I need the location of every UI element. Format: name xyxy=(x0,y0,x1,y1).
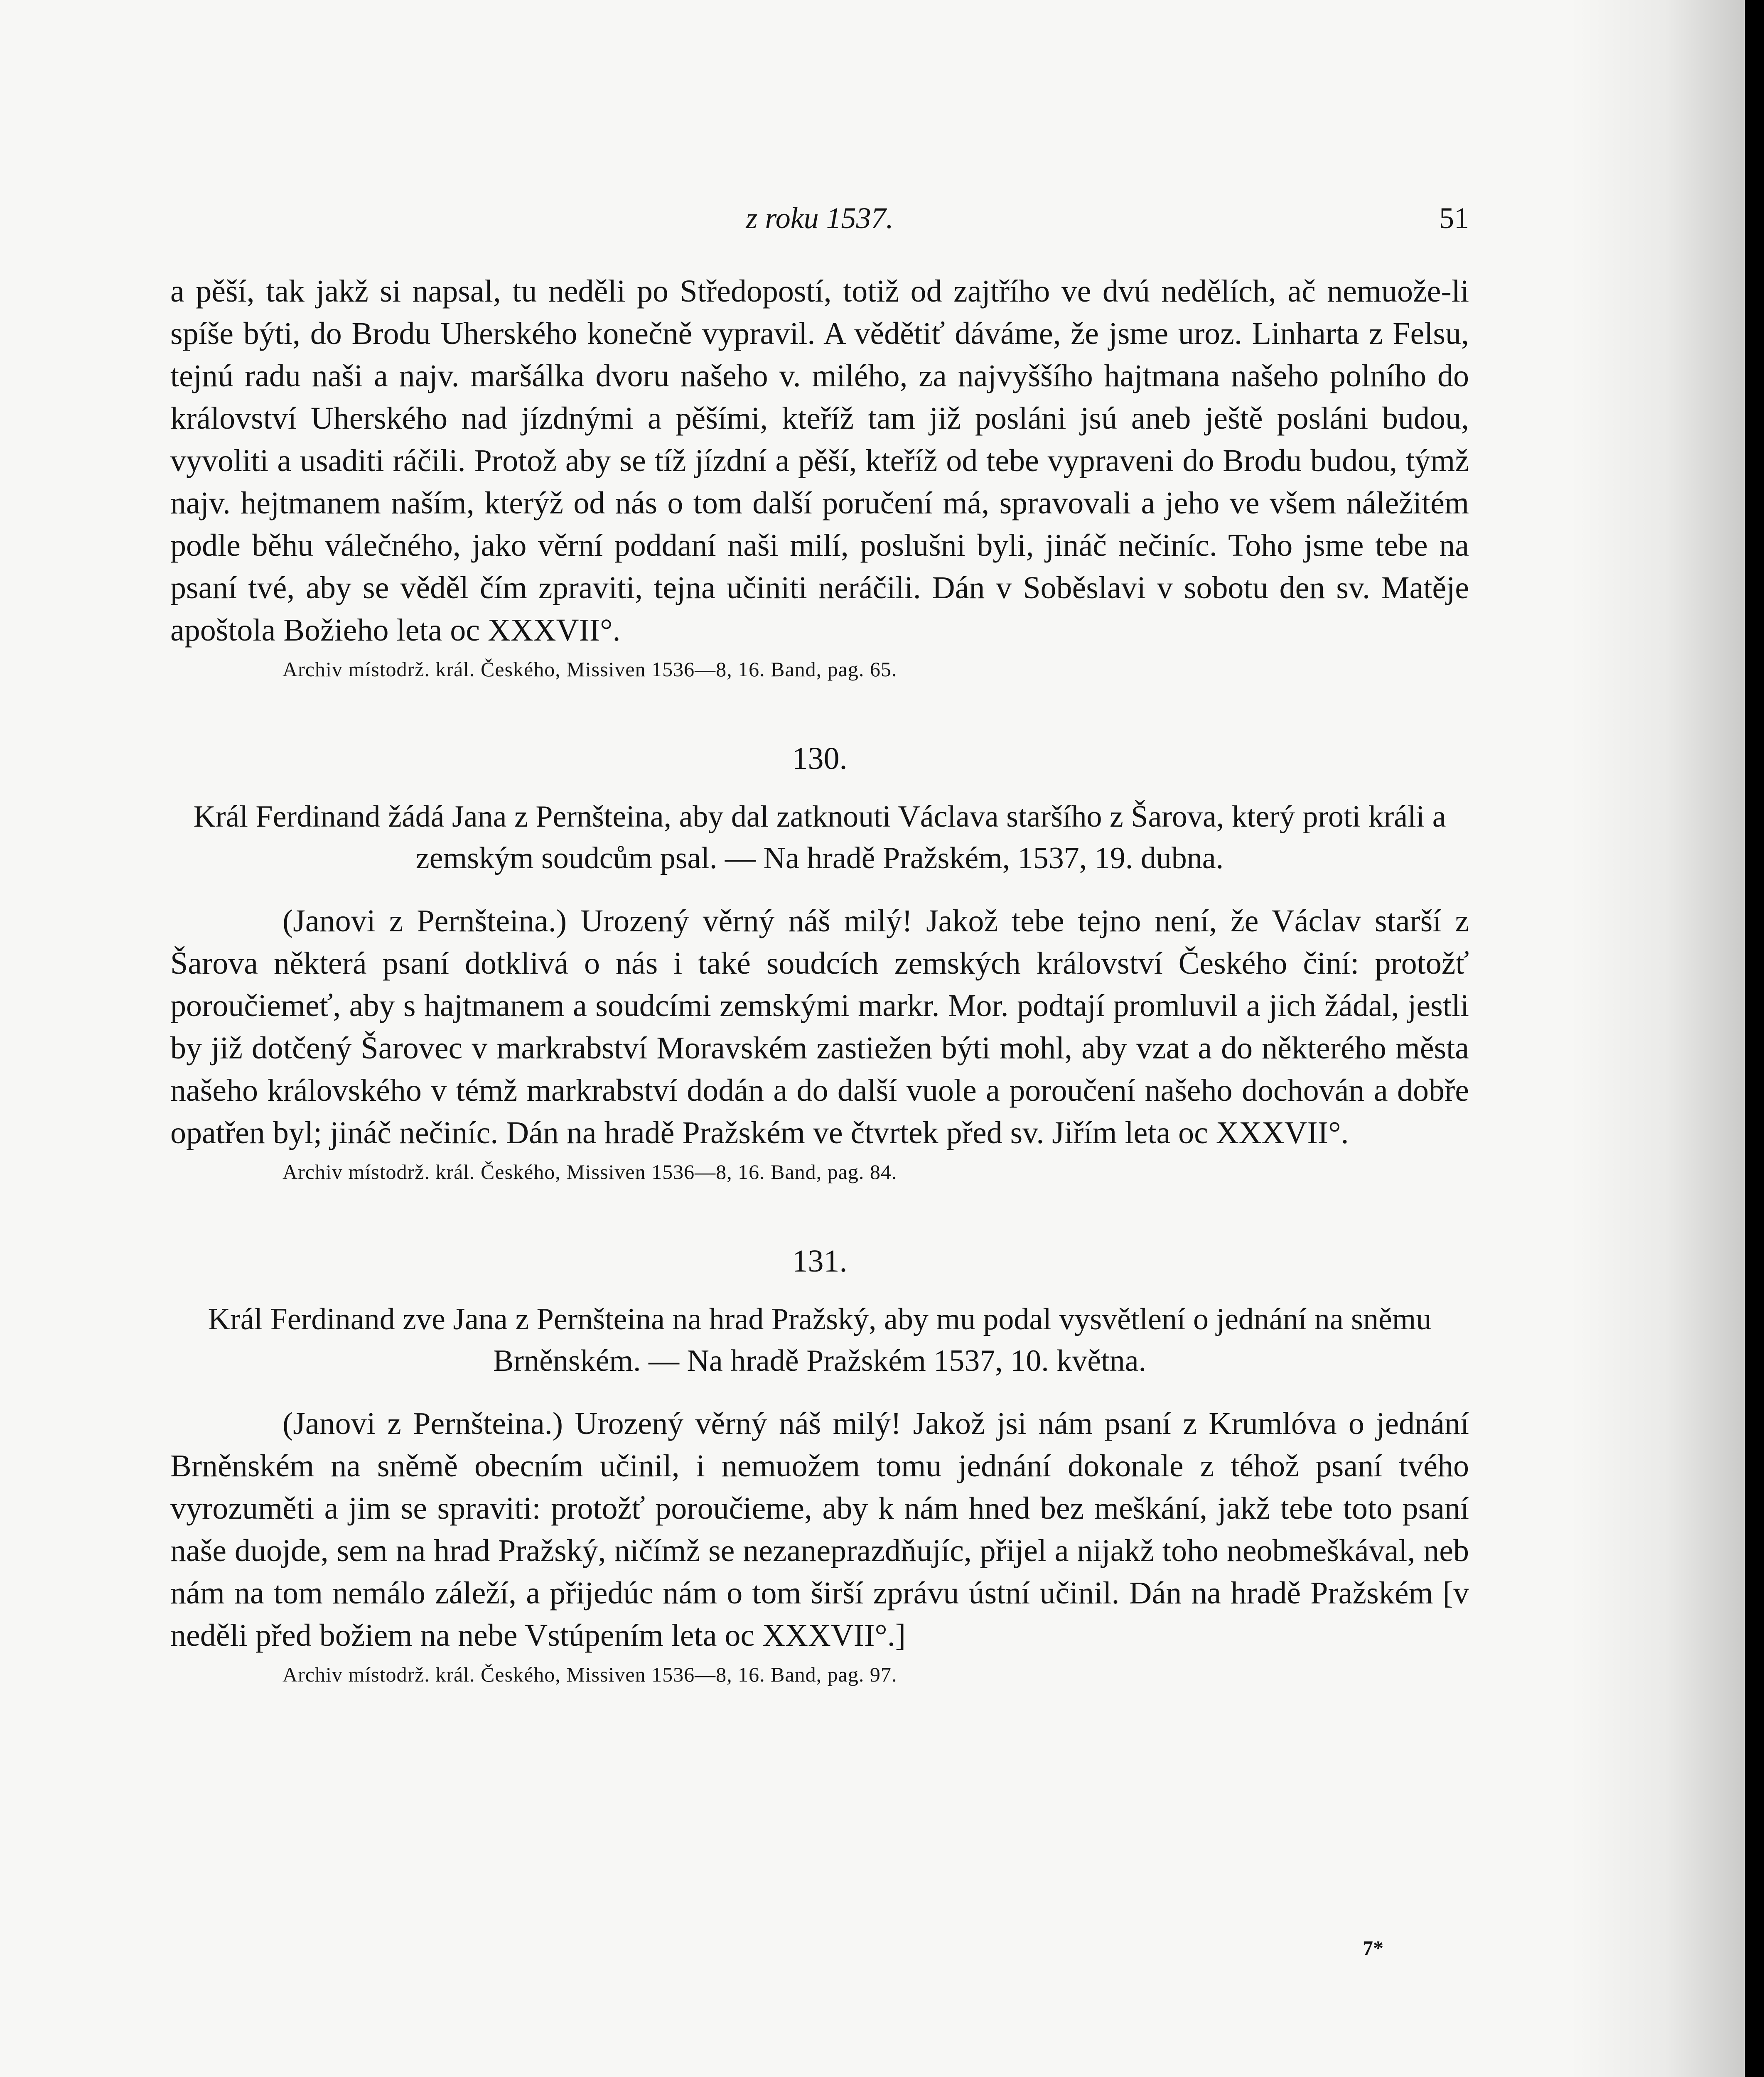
running-title: z roku 1537. xyxy=(746,201,894,235)
document-text-130: (Janovi z Pernšteina.) Urozený věrný náš milý! Jakož tebe tejno není, že Václav starší z Šarova některá psaní dotklivá o nás i také soudcích zemských království Českého činí: protožť poroučiemeť, aby s hajtmanem a soudcími zemskými markr. Mor. podtají promluvil a jich žádal, jestli by již dotčený Šarovec v markrabství Moravském zastiežen býti mohl, aby vzat a do některého města našeho královského v témž markrabství dodán a do další vuole a poroučení našeho dochován a dobře opatřen byl; jináč nečiníc. Dán na hradě Pražském ve čtvrtek před sv. Jiřím leta oc XXXVII°. xyxy=(170,903,1469,1150)
archive-source-note-130: Archiv místodrž. král. Českého, Missiven 1536—8, 16. Band, pag. 84. xyxy=(283,1160,897,1183)
document-summary-131: Král Ferdinand zve Jana z Pernšteina na hrad Pražský, aby mu podal vysvětlení o jednání na sněmu Brněnském. — Na hradě Pražském 1537, 10. května. xyxy=(208,1302,1432,1378)
document-text-131: (Janovi z Pernšteina.) Urozený věrný náš milý! Jakož jsi nám psaní z Krumlóva o jednání Brněnském na sněmě obecním učinil, i nemuožem tomu jednání dokonale z téhož psaní tvého vyrozuměti a jim se spraviti: protožť poroučieme, aby k nám hned bez meškání, jakž tebe toto psaní naše duojde, sem na hrad Pražský, ničímž se nezaneprazdňujíc, přijel a nijakž toho neobmeškával, neb nám na tom nemálo záleží, a přijedúc nám o tom širší zprávu ústní učinil. Dán na hradě Pražském [v neděli před božiem na nebe Vstúpením leta oc XXXVII°.] xyxy=(170,1406,1469,1653)
document-number-131: 131. xyxy=(792,1244,848,1279)
continued-letter-text: a pěší, tak jakž si napsal, tu neděli po Středopostí, totiž od zajtřího ve dvú nedělích, ač nemuože-li spíše býti, do Brodu Uherského konečně vypravil. A vědětiť dáváme, že jsme uroz. Linharta z Felsu, tejnú radu naši a najv. maršálka dvoru našeho v. milého, za najvyššího hajtmana našeho polního do království Uherského nad jízdnými a pěšími, kteříž tam již posláni jsú aneb ještě posláni budou, vyvoliti a usaditi ráčili. Protož aby se tíž jízdní a pěší, kteříž od tebe vypraveni do Brodu budou, týmž najv. hejtmanem naším, kterýž od nás o tom další poručení má, spravovali a jeho ve všem náležitém podle běhu válečného, jako věrní poddaní naši milí, poslušni byli, jináč nečiníc. Toho jsme tebe na psaní tvé, aby se věděl čím zpraviti, tejna učiniti neráčili. Dán v Soběslavi v sobotu den sv. Matěje apoštola Božieho leta oc XXXVII°. xyxy=(170,274,1469,648)
running-head xyxy=(170,195,1469,241)
signature-mark: 7* xyxy=(1363,1936,1383,1959)
page-content xyxy=(170,195,1469,1689)
document-number-130: 130. xyxy=(792,741,848,776)
page-edge-shadow xyxy=(1570,0,1745,2077)
archive-source-note-131: Archiv místodrž. král. Českého, Missiven 1536—8, 16. Band, pag. 97. xyxy=(283,1663,897,1686)
document-summary-130: Král Ferdinand žádá Jana z Pernšteina, aby dal zatknouti Václava staršího z Šarova, který proti králi a zemským soudcům psal. — Na hradě Pražském, 1537, 19. dubna. xyxy=(193,800,1446,875)
archive-source-note: Archiv místodrž. král. Českého, Missiven 1536—8, 16. Band, pag. 65. xyxy=(283,658,897,681)
page-number: 51 xyxy=(1439,201,1469,235)
